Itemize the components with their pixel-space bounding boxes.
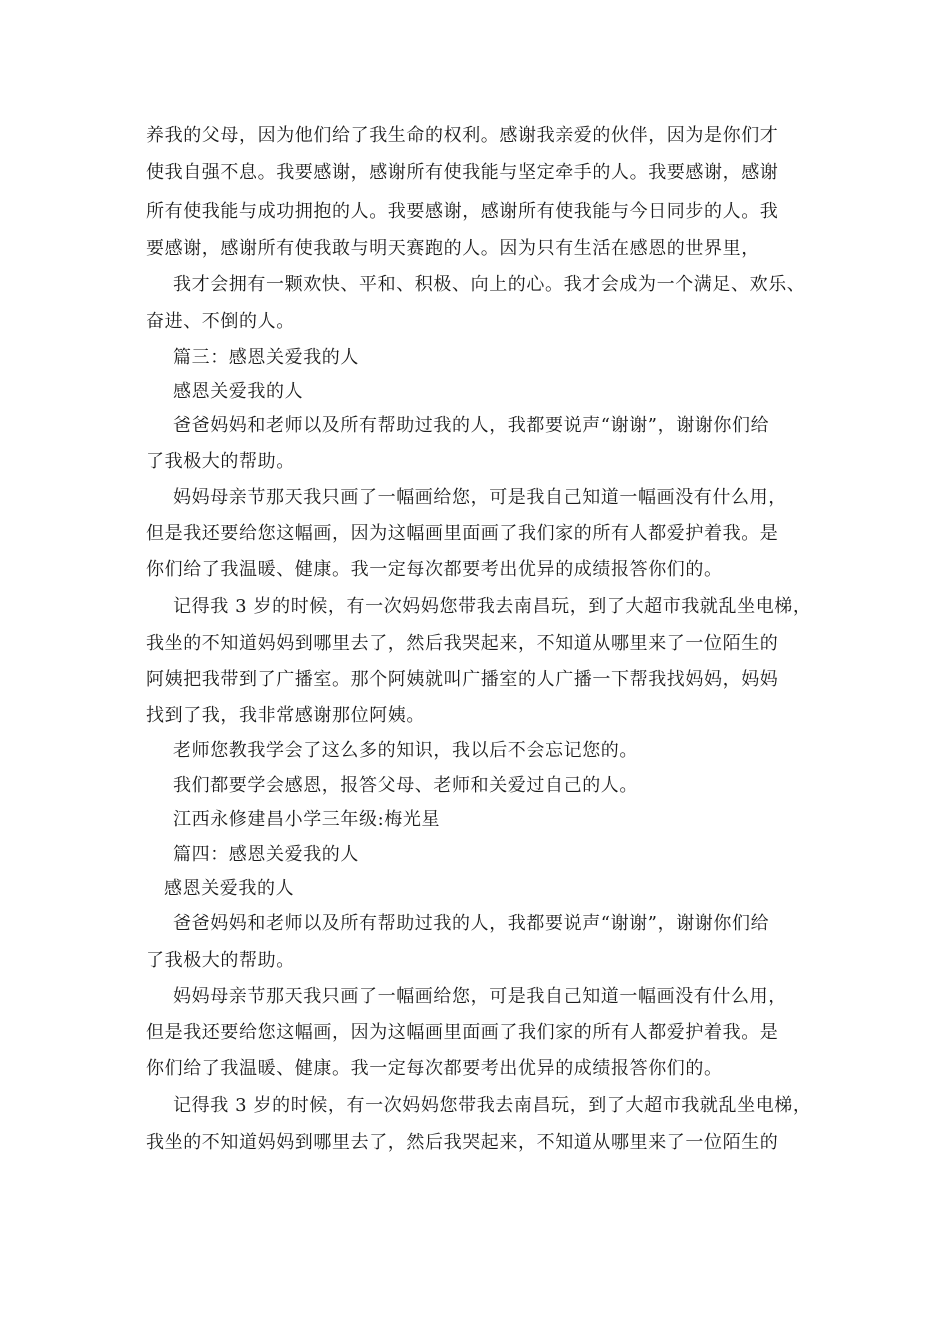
text-line: 你们给了我温暖、健康。我一定每次都要考出优异的成绩报答你们的。: [146, 1058, 723, 1079]
text-line: 找到了我，我非常感谢那位阿姨。: [146, 705, 425, 726]
text-line: 我才会拥有一颗欢快、平和、积极、向上的心。我才会成为一个满足、欢乐、: [173, 274, 806, 295]
text-line: 我们都要学会感恩，报答父母、老师和关爱过自己的人。: [173, 775, 638, 796]
article-title: 感恩关爱我的人: [164, 878, 295, 899]
section-heading: 篇三：感恩关爱我的人: [173, 347, 359, 368]
text-line: 所有使我能与成功拥抱的人。我要感谢，感谢所有使我能与今日同步的人。我: [146, 201, 779, 222]
text-line: 了我极大的帮助。: [146, 451, 295, 472]
text-line: 爸爸妈妈和老师以及所有帮助过我的人，我都要说声“谢谢”，谢谢你们给: [173, 415, 770, 436]
text-line: 奋进、不倒的人。: [146, 311, 295, 332]
text-line: 老师您教我学会了这么多的知识，我以后不会忘记您的。: [173, 740, 638, 761]
author-line: 江西永修建昌小学三年级:梅光星: [173, 809, 441, 830]
text-line: 养我的父母，因为他们给了我生命的权利。感谢我亲爱的伙伴，因为是你们才: [146, 125, 779, 146]
text-line: 爸爸妈妈和老师以及所有帮助过我的人，我都要说声“谢谢”，谢谢你们给: [173, 913, 770, 934]
text-line: 使我自强不息。我要感谢，感谢所有使我能与坚定牵手的人。我要感谢，感谢: [146, 162, 779, 183]
text-line: 但是我还要给您这幅画，因为这幅画里面画了我们家的所有人都爱护着我。是: [146, 523, 779, 544]
text-line: 阿姨把我带到了广播室。那个阿姨就叫广播室的人广播一下帮我找妈妈，妈妈: [146, 669, 779, 690]
text-line: 妈妈母亲节那天我只画了一幅画给您，可是我自己知道一幅画没有什么用，: [173, 986, 787, 1007]
text-line: 但是我还要给您这幅画，因为这幅画里面画了我们家的所有人都爱护着我。是: [146, 1022, 779, 1043]
article-title: 感恩关爱我的人: [173, 381, 304, 402]
section-heading: 篇四：感恩关爱我的人: [173, 844, 359, 865]
text-line: 我坐的不知道妈妈到哪里去了，然后我哭起来，不知道从哪里来了一位陌生的: [146, 1132, 779, 1153]
text-line: 记得我 3 岁的时候，有一次妈妈您带我去南昌玩，到了大超市我就乱坐电梯，: [173, 1095, 812, 1116]
text-line: 要感谢，感谢所有使我敢与明天赛跑的人。因为只有生活在感恩的世界里，: [146, 238, 760, 259]
text-line: 你们给了我温暖、健康。我一定每次都要考出优异的成绩报答你们的。: [146, 559, 723, 580]
text-line: 妈妈母亲节那天我只画了一幅画给您，可是我自己知道一幅画没有什么用，: [173, 487, 787, 508]
text-line: 记得我 3 岁的时候，有一次妈妈您带我去南昌玩，到了大超市我就乱坐电梯，: [173, 596, 812, 617]
text-line: 了我极大的帮助。: [146, 950, 295, 971]
text-line: 我坐的不知道妈妈到哪里去了，然后我哭起来，不知道从哪里来了一位陌生的: [146, 633, 779, 654]
